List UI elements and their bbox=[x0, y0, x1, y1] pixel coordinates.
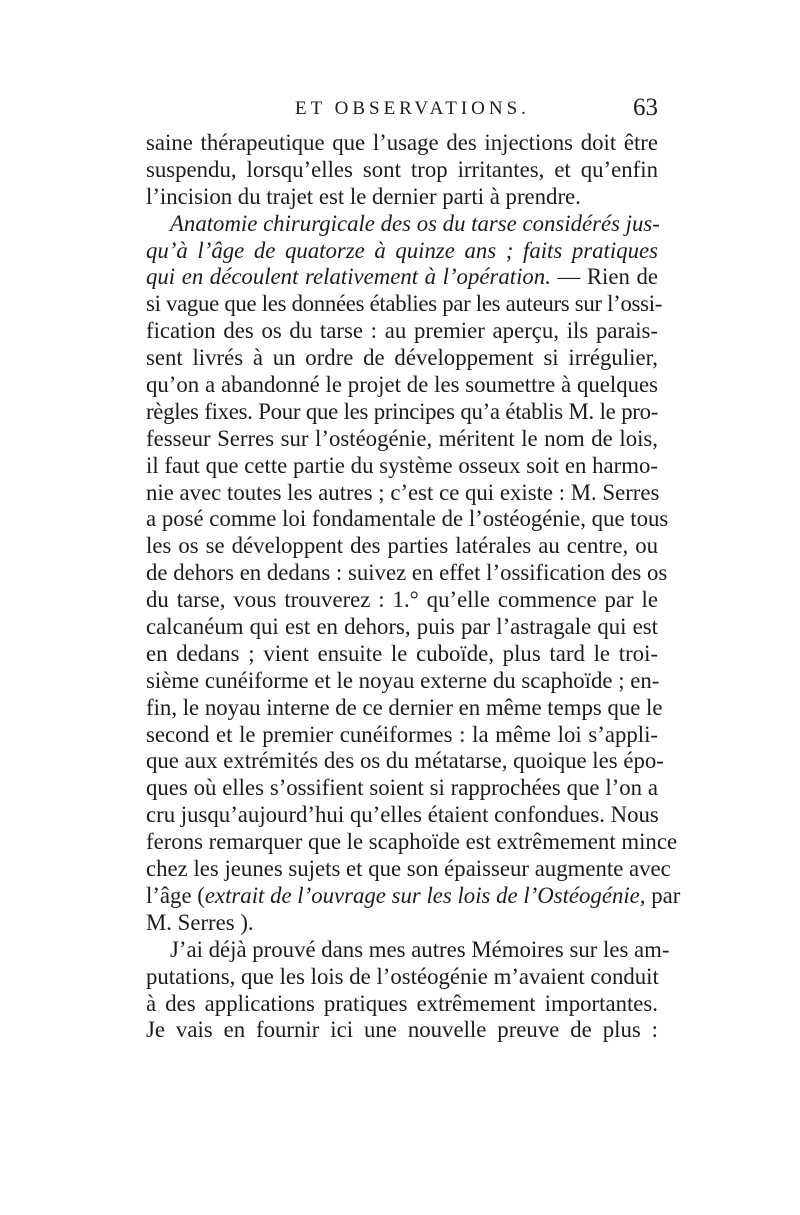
section-heading-line bbox=[146, 264, 658, 291]
section-heading-text: qu’à l’âge de quatorze à quinze ans ; faits pratiques bbox=[146, 237, 658, 263]
text-line: ques où elles s’ossifient soient si rapprochées que l’on a bbox=[146, 775, 658, 801]
text-line: sième cunéiforme et le noyau externe du scaphoïde ; en- bbox=[146, 667, 660, 693]
text-line: second et le premier cunéiformes : la même loi s’appli- bbox=[146, 721, 658, 747]
text-run: par bbox=[645, 882, 681, 908]
text-run: l’âge ( bbox=[146, 882, 205, 908]
text-line: putations, que les lois de l’ostéogénie m’avaient conduit bbox=[146, 963, 659, 989]
page-number: 63 bbox=[633, 94, 658, 121]
text-line: a posé comme loi fondamentale de l’ostéogénie, que tous bbox=[146, 506, 669, 532]
page-header bbox=[146, 94, 658, 128]
section-heading-text: qui en découlent relativement à l’opération. bbox=[146, 264, 551, 290]
text-line: Je vais en fournir ici une nouvelle preuve de plus : bbox=[146, 1017, 658, 1043]
citation-line bbox=[146, 882, 681, 910]
text-line: fesseur Serres sur l’ostéogénie, méritent le nom de lois, bbox=[146, 425, 658, 451]
section-heading-line bbox=[146, 238, 658, 265]
text-line: calcanéum qui est en dehors, puis par l’astragale qui est bbox=[146, 614, 658, 640]
text-line: J’ai déjà prouvé dans mes autres Mémoires sur les am- bbox=[170, 936, 670, 962]
text-line: M. Serres ). bbox=[146, 909, 254, 935]
section-heading-line bbox=[146, 211, 658, 238]
text-run: — Rien de bbox=[550, 264, 658, 290]
text-line: fin, le noyau interne de ce dernier en même temps que le bbox=[146, 694, 663, 720]
text-line: si vague que les données établies par les auteurs sur l’ossi- bbox=[146, 291, 663, 317]
text-line: il faut que cette partie du système osseux soit en harmo- bbox=[146, 452, 658, 478]
text-line: qu’on a abandonné le projet de les soumettre à quelques bbox=[146, 372, 658, 398]
text-line: règles fixes. Pour que les principes qu’a établis M. le pro- bbox=[146, 398, 658, 424]
text-line: l’incision du trajet est le dernier parti à prendre. bbox=[146, 183, 581, 209]
text-line: à des applications pratiques extrêmement importantes. bbox=[146, 990, 658, 1016]
text-line: saine thérapeutique que l’usage des injections doit être bbox=[146, 130, 658, 155]
text-line: nie avec toutes les autres ; c’est ce qui existe : M. Serres bbox=[146, 479, 660, 505]
text-line: suspendu, lorsqu’elles sont trop irritantes, et qu’enfin bbox=[146, 156, 658, 182]
text-line: de dehors en dedans : suivez en effet l’ossification des os bbox=[146, 560, 668, 586]
text-line: les os se développent des parties latérales au centre, ou bbox=[146, 533, 658, 559]
text-line: chez les jeunes sujets et que son épaisseur augmente avec bbox=[146, 856, 671, 882]
text-line: que aux extrémités des os du métatarse, quoique les épo- bbox=[146, 748, 664, 774]
running-title: ET OBSERVATIONS. bbox=[295, 98, 530, 119]
text-line: sent livrés à un ordre de développement si irrégulier, bbox=[146, 345, 658, 371]
section-heading-text: Anatomie chirurgicale des os du tarse considérés jus- bbox=[170, 210, 660, 236]
text-line: cru jusqu’aujourd’hui qu’elles étaient confondues. Nous bbox=[146, 802, 659, 828]
body-text bbox=[146, 130, 681, 1044]
text-line: fication des os du tarse : au premier aperçu, ils parais- bbox=[146, 318, 658, 344]
citation-text: extrait de l’ouvrage sur les lois de l’Ostéogénie, bbox=[204, 882, 646, 908]
text-line: en dedans ; vient ensuite le cuboïde, plus tard le troi- bbox=[146, 640, 658, 666]
text-line: du tarse, vous trouverez : 1.° qu’elle commence par le bbox=[146, 587, 658, 613]
text-line: ferons remarquer que le scaphoïde est extrêmement mince bbox=[146, 829, 678, 855]
